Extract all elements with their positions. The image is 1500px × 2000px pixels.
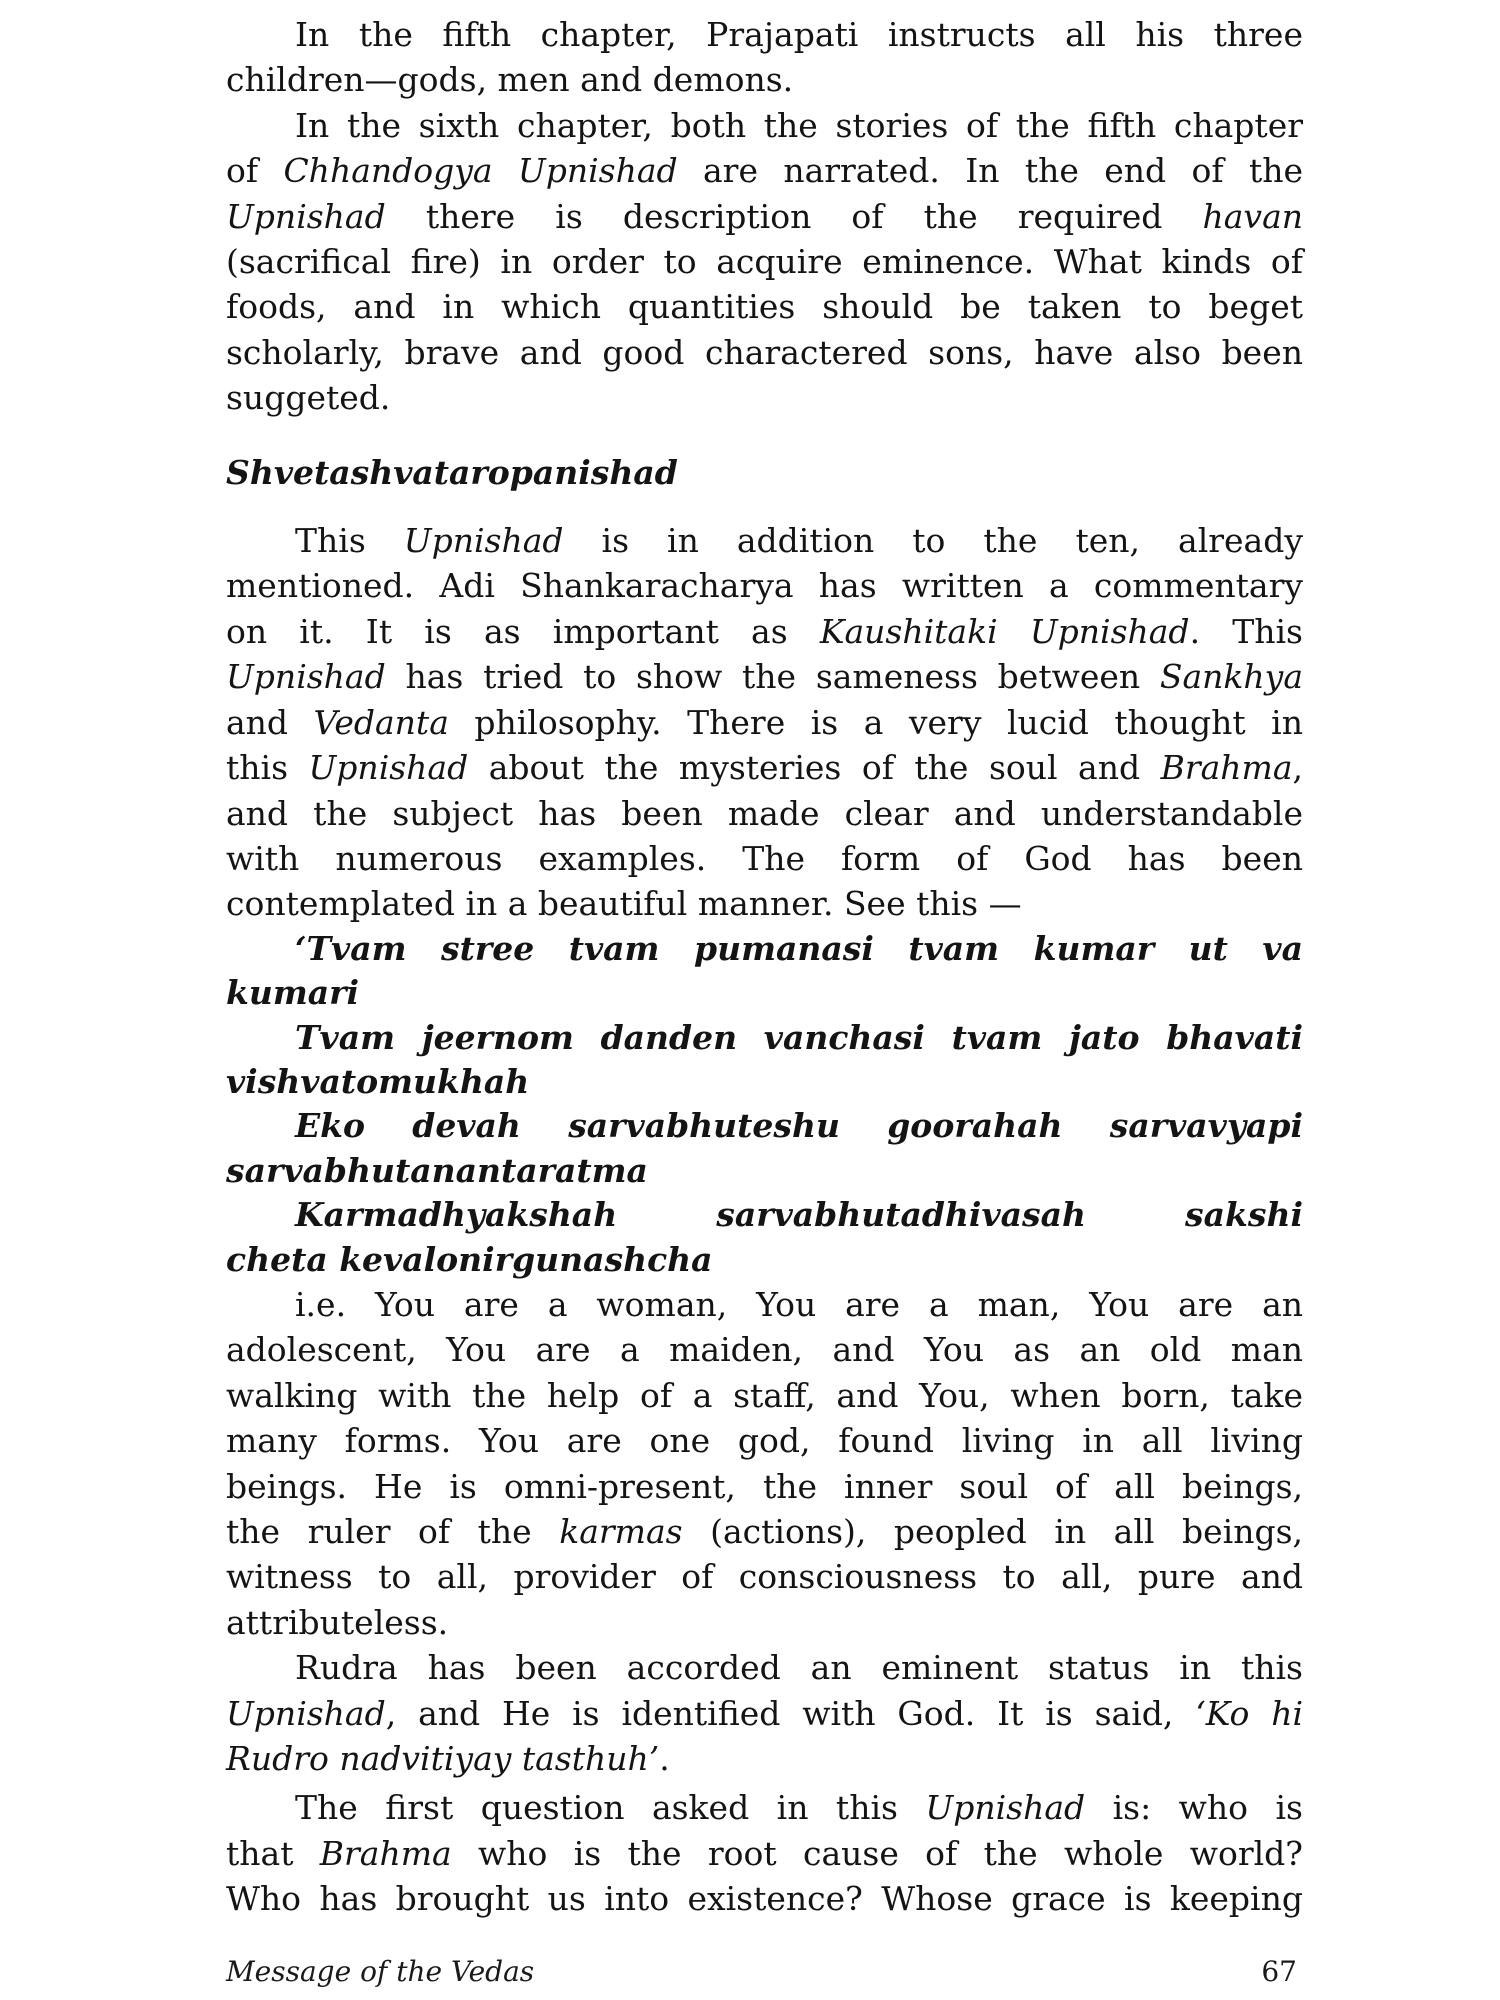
text-run: ,: [1292, 748, 1303, 788]
verse-line: cheta kevalonirgunashcha: [226, 1239, 713, 1279]
text-line: [226, 1600, 1303, 1645]
italic-term: Upnishad: [226, 1693, 386, 1733]
text-run: this: [226, 748, 309, 788]
text-run: (sacrifical fire) in order to acquire eminence. What kinds of: [226, 242, 1303, 282]
italic-term: Vedanta: [313, 702, 449, 742]
text-run: beings. He is omni-present, the inner soul of all beings,: [226, 1466, 1303, 1506]
italic-term: karmas: [559, 1512, 683, 1551]
italic-term: havan: [1202, 196, 1303, 236]
text-run: .: [659, 1739, 670, 1779]
text-run: who is the root cause of the whole world?: [451, 1833, 1303, 1873]
text-run: In the sixth chapter, both the stories of the fifth chapter: [295, 105, 1303, 145]
text-run: attributeless.: [226, 1602, 449, 1642]
italic-term: Upnishad: [308, 748, 469, 788]
verse-block: [226, 927, 1303, 1282]
italic-term: Upnishad: [226, 196, 386, 236]
italic-term: Sankhya: [1159, 657, 1303, 697]
text-line: [226, 1645, 1303, 1690]
text-run: , and He is identified with God. It is said,: [385, 1693, 1196, 1733]
text-line: [226, 330, 1303, 375]
text-run: on it. It is as important as: [226, 611, 820, 651]
paragraph: [226, 1282, 1303, 1645]
page-body: [226, 12, 1303, 1922]
text-line: [226, 1554, 1303, 1599]
text-line: [226, 836, 1303, 881]
text-run: that: [226, 1833, 320, 1873]
text-run: of: [226, 151, 284, 191]
section-heading: Shvetashvataropanishad: [226, 452, 678, 492]
running-footer: [226, 1954, 1303, 1990]
text-run: there is description of the required: [385, 196, 1203, 236]
paragraph: [226, 12, 1303, 103]
text-run: suggeted.: [226, 378, 391, 418]
text-run: . This: [1189, 611, 1303, 651]
text-line: [226, 1785, 1303, 1830]
text-line: [226, 1373, 1303, 1418]
text-run: with numerous examples. The form of God has been: [226, 838, 1303, 878]
paragraph: [226, 1645, 1303, 1781]
text-run: adolescent, You are a maiden, and You as an old man: [226, 1330, 1303, 1370]
text-run: is: who is: [1085, 1788, 1303, 1828]
text-line: [226, 284, 1303, 329]
text-line: [226, 745, 1303, 790]
text-line: [226, 609, 1303, 654]
text-run: In the fifth chapter, Prajapati instructs all his three: [295, 15, 1303, 54]
verse-line: Karmadhyakshah sarvabhutadhivasah sakshi: [295, 1195, 1303, 1235]
text-line: [226, 791, 1303, 836]
text-line: [226, 1282, 1303, 1327]
text-run: the ruler of the: [226, 1512, 560, 1551]
text-line: [226, 1509, 1303, 1554]
italic-term: Rudro nadvitiyay tasthuh’: [226, 1739, 660, 1779]
text-line: [226, 1876, 1303, 1921]
text-run: foods, and in which quantities should be taken to beget: [226, 287, 1303, 327]
italic-term: Kaushitaki Upnishad: [819, 611, 1190, 651]
italic-term: Chhandogya Upnishad: [283, 151, 678, 191]
text-line: [226, 1464, 1303, 1509]
paragraph: [226, 103, 1303, 421]
text-line: [226, 57, 1303, 102]
text-line: [226, 1418, 1303, 1463]
text-run: many forms. You are one god, found living in all living: [226, 1421, 1303, 1461]
text-line: [226, 194, 1303, 239]
italic-term: Brahma: [319, 1833, 452, 1873]
text-run: has tried to show the sameness between: [385, 657, 1160, 697]
text-line: [226, 1327, 1303, 1372]
text-line: [226, 1691, 1303, 1736]
text-run: Who has brought us into existence? Whose grace is keeping: [226, 1879, 1303, 1919]
italic-term: Upnishad: [925, 1788, 1086, 1828]
text-run: walking with the help of a staff, and You, when born, take: [226, 1375, 1303, 1415]
text-line: [226, 1736, 1303, 1781]
text-run: mentioned. Adi Shankaracharya has written a commentary: [226, 566, 1303, 606]
text-run: and the subject has been made clear and understandable: [226, 793, 1303, 833]
text-run: contemplated in a beautiful manner. See this —: [226, 884, 1022, 924]
italic-term: Brahma: [1160, 748, 1293, 788]
paragraph: [226, 1785, 1303, 1921]
text-run: and: [226, 702, 314, 742]
text-line: [226, 239, 1303, 284]
text-line: [226, 881, 1303, 926]
text-run: (actions), peopled in all beings,: [682, 1512, 1304, 1551]
italic-term: Upnishad: [226, 657, 386, 697]
text-run: i.e. You are a woman, You are a man, You are an: [295, 1284, 1303, 1324]
verse-line: Eko devah sarvabhuteshu goorahah sarvavyapi: [295, 1106, 1303, 1146]
text-run: children—gods, men and demons.: [226, 60, 794, 100]
text-line: [226, 375, 1303, 420]
paragraph: [226, 518, 1303, 927]
page-number: 67: [1261, 1955, 1297, 1988]
text-run: philosophy. There is a very lucid thought in: [448, 702, 1303, 742]
verse-line: ‘Tvam stree tvam pumanasi tvam kumar ut va: [295, 928, 1303, 968]
text-line: [226, 563, 1303, 608]
text-line: [226, 654, 1303, 699]
text-run: Rudra has been accorded an eminent status in this: [295, 1648, 1303, 1688]
text-run: scholarly, brave and good charactered sons, have also been: [226, 332, 1303, 372]
text-run: are narrated. In the end of the: [677, 151, 1303, 191]
italic-term: Upnishad: [403, 521, 564, 561]
text-line: [226, 148, 1303, 193]
text-run: This: [295, 521, 404, 561]
text-run: about the mysteries of the soul and: [468, 748, 1161, 788]
text-line: [226, 1831, 1303, 1876]
text-run: The first question asked in this: [295, 1788, 926, 1828]
verse-line: vishvatomukhah: [226, 1061, 530, 1101]
text-line: [226, 103, 1303, 148]
verse-line: kumari: [226, 973, 360, 1013]
text-run: witness to all, provider of consciousness to all, pure and: [226, 1557, 1303, 1597]
text-line: [226, 518, 1303, 563]
text-run: is in addition to the ten, already: [563, 521, 1303, 561]
verse-line: Tvam jeernom danden vanchasi tvam jato bhavati: [295, 1017, 1303, 1057]
book-title: Message of the Vedas: [226, 1955, 535, 1988]
text-line: [226, 700, 1303, 745]
text-line: [226, 12, 1303, 57]
italic-term: ‘Ko hi: [1195, 1693, 1303, 1733]
verse-line: sarvabhutanantaratma: [226, 1150, 648, 1190]
